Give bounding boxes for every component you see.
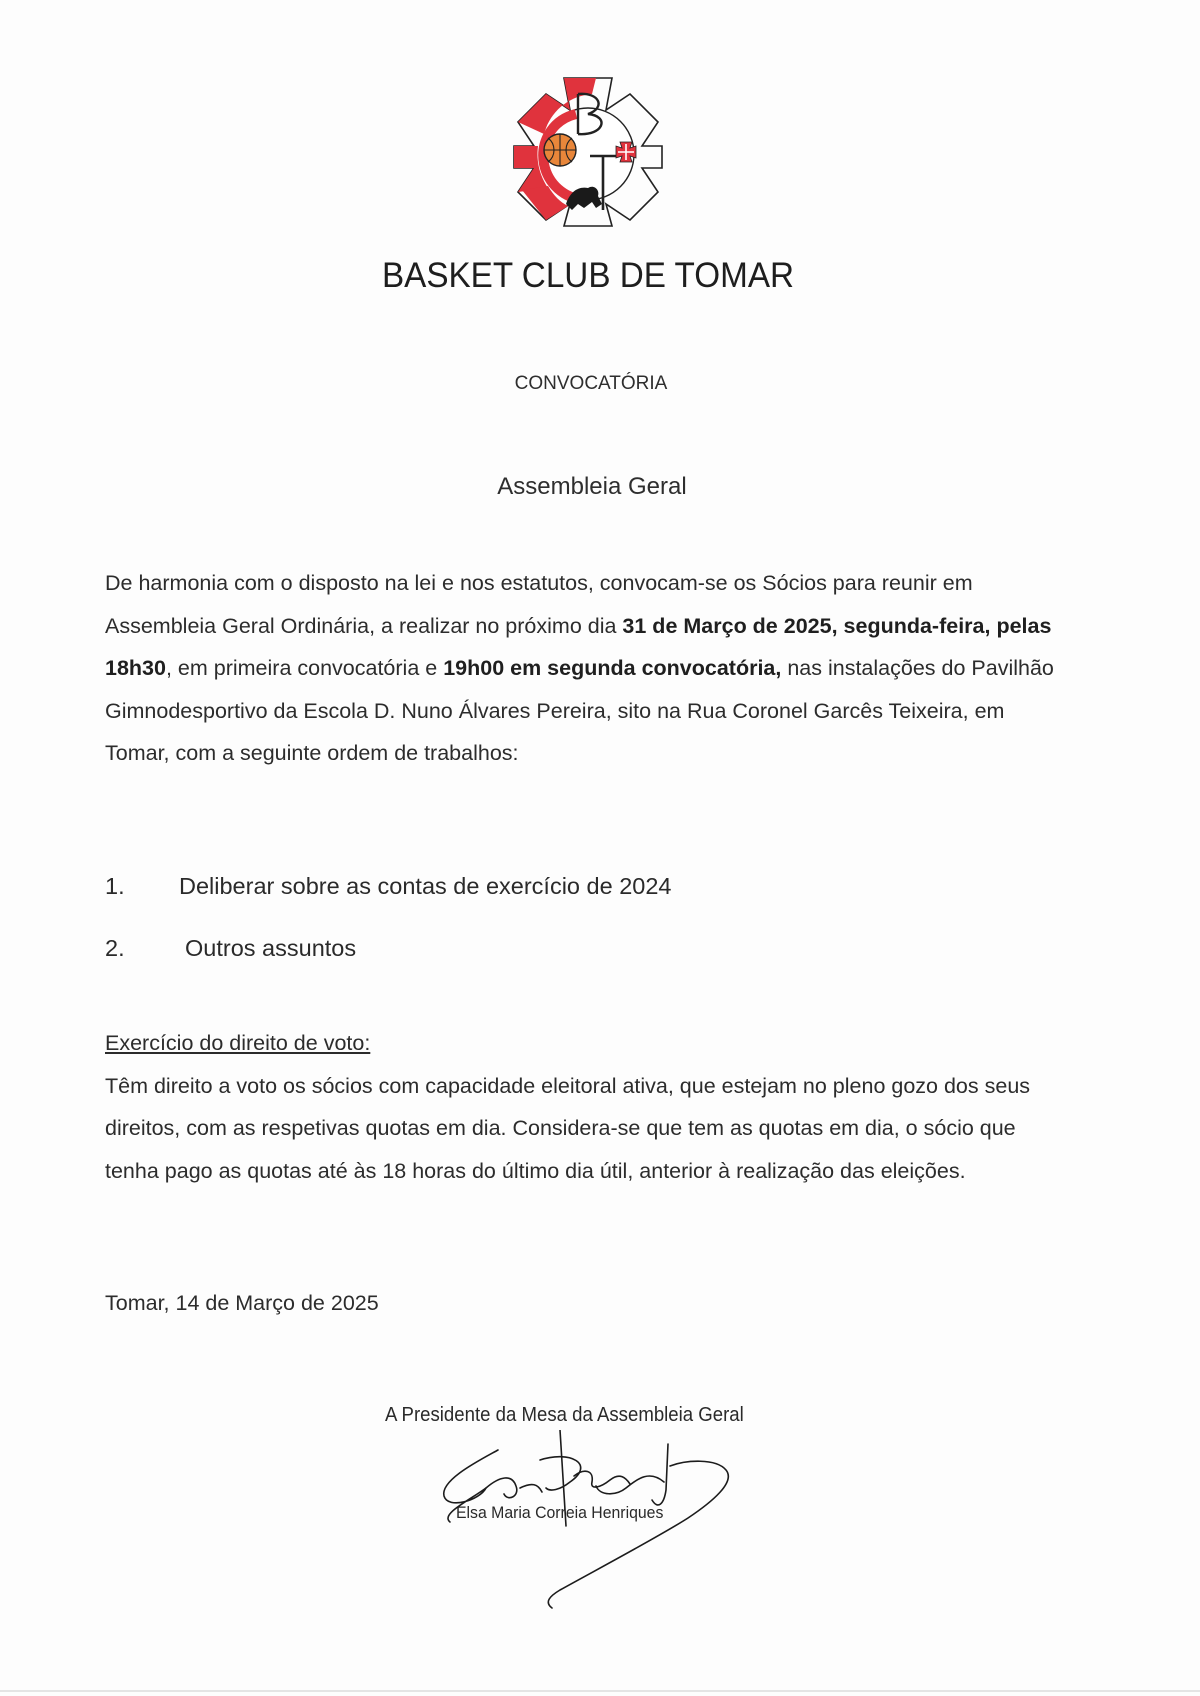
page-bottom-edge: [0, 1690, 1200, 1692]
agenda-item: [105, 873, 1005, 935]
voting-section: [105, 1022, 1065, 1192]
intro-text: De harmonia com o disposto na lei e nos estatutos, convocam-se os Sócios para reunir em Assembleia Geral Ordinária, a realizar no próximo dia: [105, 571, 973, 638]
meeting-date: 31 de Março de 2025,: [622, 613, 838, 638]
intro-text: nas instalações do Pavilhão Gimnodesportivo da Escola D. Nuno Álvares Pereira, sito na Rua Coronel Garcês Teixeira, em Tomar, com a seguinte ordem de trabalhos:: [105, 656, 1054, 765]
intro-paragraph: [105, 562, 1065, 775]
agenda-list: [105, 873, 1005, 997]
agenda-number: 2.: [105, 935, 125, 961]
agenda-number: 1.: [105, 873, 125, 899]
basketball-icon: [544, 134, 576, 166]
club-name: BASKET CLUB DE TOMAR: [381, 256, 795, 295]
voting-text: Têm direito a voto os sócios com capacidade eleitoral ativa, que estejam no pleno gozo dos seus direitos, com as respetivas quotas em dia. Considera-se que tem as quotas em dia, o sócio que tenha pago as quotas até às 18 horas do último dia útil, anterior à realização das eleições.: [105, 1073, 1031, 1183]
intro-text: , em primeira convocatória e: [165, 656, 444, 680]
agenda-text: Deliberar sobre as contas de exercício de 2024: [179, 873, 672, 899]
voting-heading: Exercício do direito de voto:: [105, 1031, 371, 1055]
handwritten-signature: [420, 1430, 780, 1610]
meeting-day-time: segunda-feira, pelas 18h30: [105, 613, 1052, 680]
document-type: CONVOCATÓRIA: [514, 373, 668, 394]
agenda-text: Outros assuntos: [185, 935, 357, 961]
place-date: Tomar, 14 de Março de 2025: [105, 1291, 379, 1315]
club-logo: [508, 72, 668, 232]
agenda-item: [105, 935, 1005, 997]
signatory-name: Elsa Maria Correia Henriques: [456, 1503, 664, 1522]
second-call-time: 19h00 em segunda convocatória,: [443, 656, 782, 680]
document-subject: Assembleia Geral: [497, 473, 687, 500]
signatory-title: A Presidente da Mesa da Assembleia Geral: [385, 1404, 744, 1426]
